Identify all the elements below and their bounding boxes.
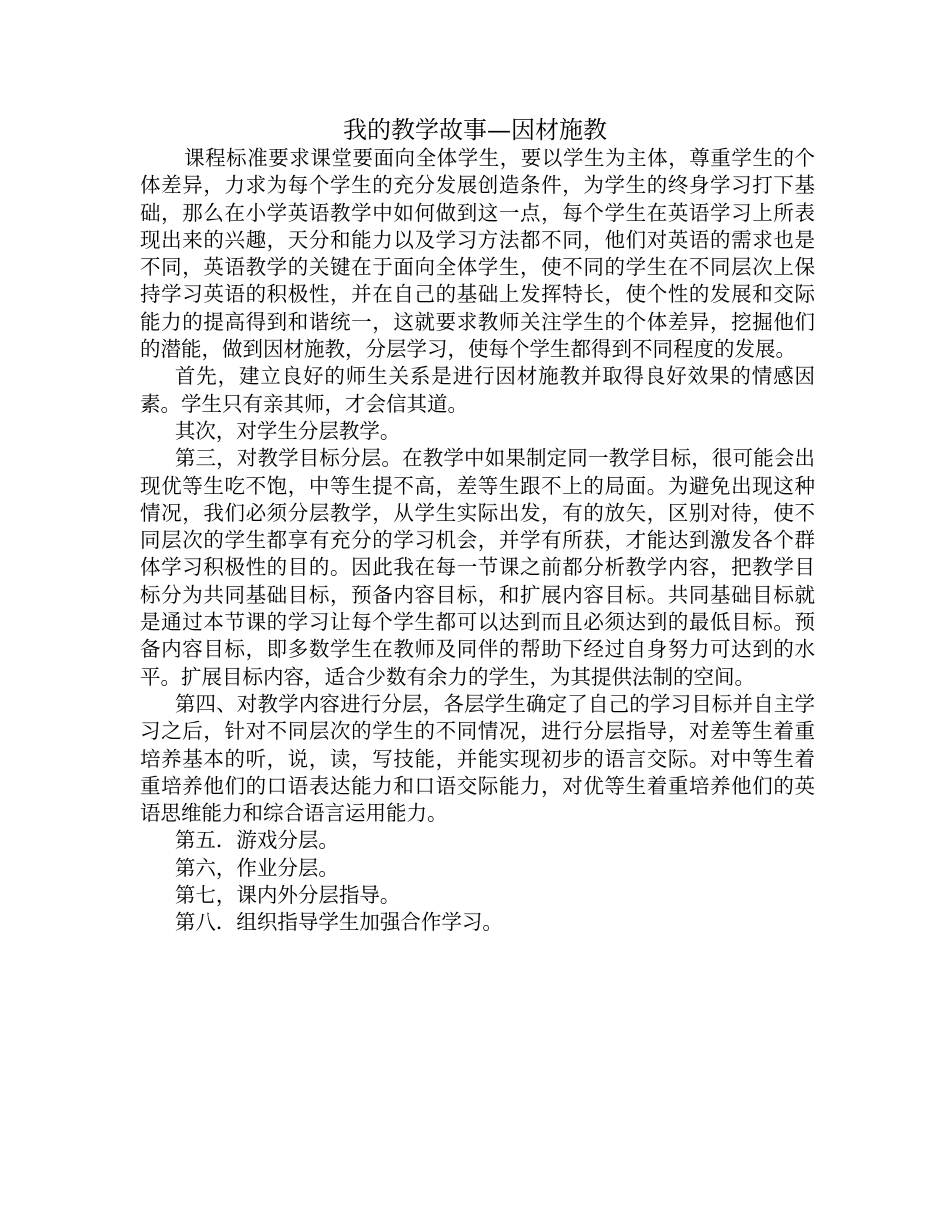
document-title: 我的教学故事—因材施教 (343, 116, 607, 144)
paragraph-eighth-point: 第八．组织指导学生加强合作学习。 (174, 910, 503, 935)
paragraph-second-point: 其次，对学生分层教学。 (174, 418, 401, 443)
paragraph-sixth-point: 第六，作业分层。 (174, 855, 339, 880)
paragraph-fourth-point: 第四、对教学内容进行分层，各层学生确定了自己的学习目标并自主学习之后，针对不同层次的学生的不同情况，进行分层指导，对差等生着重培养基本的听，说，读，写技能，并能实现初步的语言交际。对中等生着重培养他们的口语表达能力和口语交际能力，对优等生着重培养他们的英语思维能力和综合语言运用能力。 (140, 691, 815, 826)
paragraph-third-point: 第三，对教学目标分层。在教学中如果制定同一教学目标，很可能会出现优等生吃不饱，中等生提不高，差等生跟不上的局面。为避免出现这种情况，我们必须分层教学，从学生实际出发，有的放矢，区别对待，使不同层次的学生都享有充分的学习机会，并学有所获，才能达到激发各个群体学习积极性的目的。因此我在每一节课之前都分析教学内容，把教学目标分为共同基础目标，预备内容目标，和扩展内容目标。共同基础目标就是通过本节课的学习让每个学生都可以达到而且必须达到的最低目标。预备内容目标，即多数学生在教师及同伴的帮助下经过自身努力可达到的水平。扩展目标内容，适合少数有余力的学生，为其提供法制的空间。 (140, 446, 815, 689)
document-body (140, 145, 815, 937)
paragraph-intro: 课程标准要求课堂要面向全体学生，要以学生为主体，尊重学生的个体差异，力求为每个学生的充分发展创造条件，为学生的终身学习打下基础，那么在小学英语教学中如何做到这一点，每个学生在英语学习上所表现出来的兴趣，天分和能力以及学习方法都不同，他们对英语的需求也是不同，英语教学的关键在于面向全体学生，使不同的学生在不同层次上保持学习英语的积极性，并在自己的基础上发挥特长，使个性的发展和交际能力的提高得到和谐统一，这就要求教师关注学生的个体差异，挖掘他们的潜能，做到因材施教，分层学习，使每个学生都得到不同程度的发展。 (140, 146, 815, 362)
paragraph-fifth-point: 第五．游戏分层。 (174, 828, 339, 853)
paragraph-first-point: 首先，建立良好的师生关系是进行因材施教并取得良好效果的情感因素。学生只有亲其师，才会信其道。 (140, 364, 815, 416)
paragraph-seventh-point: 第七，课内外分层指导。 (174, 883, 401, 908)
